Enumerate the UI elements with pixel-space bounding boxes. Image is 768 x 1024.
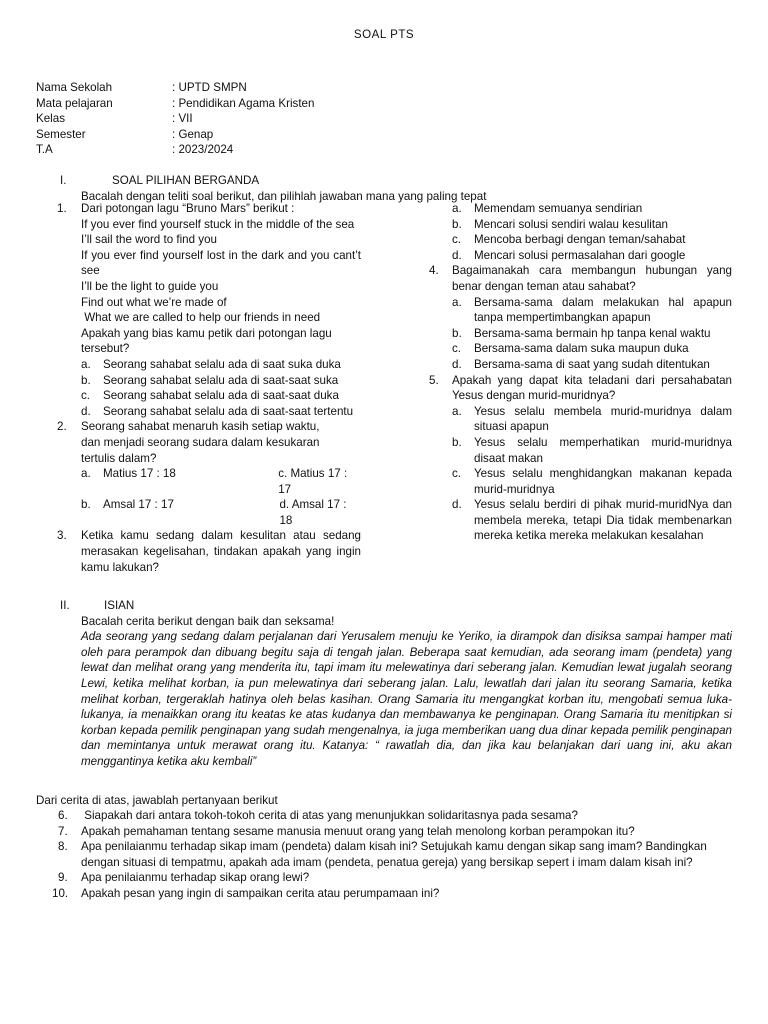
info-row (36, 96, 314, 112)
option[interactable] (452, 201, 732, 217)
info-row (36, 142, 314, 158)
option-text: Seorang sahabat selalu ada di saat-saat suka (103, 373, 339, 387)
option-text: Amsal 17 : 17 (103, 498, 174, 512)
info-label: Semester (36, 127, 86, 141)
option-text: Yesus selalu menghidangkan makanan kepada murid-muridnya (474, 467, 732, 496)
question-4 (429, 263, 732, 294)
option-text: Yesus selalu memperhatikan murid-muridnya disaat makan (474, 435, 732, 465)
option[interactable] (452, 326, 732, 342)
question-number: 4. (429, 264, 439, 278)
option[interactable] (81, 466, 278, 497)
info-label: Mata pelajaran (36, 96, 113, 110)
question-number: 10. (52, 886, 69, 900)
option-letter: d. (452, 357, 462, 371)
option-text: Bersama-sama dalam melakukan hal apapun tanpa mempertimbangkan apapun (474, 295, 732, 325)
info-value: : UPTD SMPN (172, 81, 247, 94)
option[interactable] (452, 341, 732, 357)
q1-line: Find out what we’re made of (81, 295, 227, 309)
q1-line: I’ll be the light to guide you (81, 279, 219, 293)
section-1-header (36, 173, 732, 204)
option-letter: d. (81, 404, 91, 418)
option[interactable] (81, 357, 361, 373)
identity-block (36, 80, 314, 158)
option[interactable] (452, 248, 732, 264)
option[interactable] (279, 497, 361, 528)
option-text: Seorang sahabat selalu ada di saat-saat duka (103, 389, 339, 403)
option-text: Mencari solusi sendiri walau kesulitan (474, 217, 668, 231)
option-text: Bersama-sama bermain hp tanpa kenal waktu (474, 326, 711, 340)
left-column (35, 201, 361, 575)
option[interactable] (278, 466, 361, 497)
question-number: 3. (57, 529, 67, 543)
option-text: Seorang sahabat selalu ada di saat-saat tertentu (103, 404, 354, 418)
option-letter: a. (452, 295, 462, 309)
option-letter: d. (279, 498, 290, 512)
section-2-heading: ISIAN (104, 599, 135, 612)
info-label: T.A (36, 143, 53, 157)
question-text: Bagaimanakah cara membangun hubungan yang benar dengan teman atau sahabat? (452, 264, 732, 293)
section-2-header (36, 598, 732, 614)
info-row (36, 111, 314, 127)
question-text: Apakah pesan yang ingin di sampaikan cerita atau perumpamaan ini? (81, 886, 440, 900)
question-number: 6. (58, 809, 68, 822)
option-letter: a. (452, 404, 462, 418)
option-text: Bersama-sama dalam suka maupun duka (474, 342, 689, 356)
q1-line: I’ll sail the word to find you (81, 233, 217, 247)
option-text: Memendam semuanya sendirian (474, 202, 643, 215)
option-text: Seorang sahabat selalu ada di saat suka duka (103, 357, 341, 371)
essay-question (36, 886, 732, 902)
section-1-heading: SOAL PILIHAN BERGANDA (112, 174, 260, 187)
option-letter: a. (81, 467, 91, 481)
option-letter: b. (452, 217, 462, 231)
option-letter: c. (452, 467, 462, 481)
story-text: Ada seorang yang sedang dalam perjalanan dari Yerusalem menuju ke Yeriko, ia dirampok dan disiksa sampai hamper mati oleh para perampok dan dibuang begitu saja di tengah jalan. Beberapa saat kemudian, ada seorang imam (pendeta) yang lewat dan melihat orang yang menderita itu, tapi imam itu melewatinya dari seberang jalan. Kemudian lewat jugalah seorang Lewi, ketika melihat korban, ia pun melewatinya dari seberang jalan. Lalu, lewatlah dari jalan itu seorang Samaria, ketika melihat korban, tergeraklah hatinya oleh belas kasihan. Orang Samaria itu mengangkat korban itu, mengobati semua luka-lukanya, ia menaikkan orang itu keatas ke atas kudanya dan membawanya ke penginapan. Orang Samaria itu menitipkan si korban kepada pemilik penginapan yang sudah mengenalnya, ia juga memberikan uang dua dinar kepada pemilik penginapan dan memintanya untuk merawat orang itu. Katanya: “ rawatlah dia, dan jika kau belanjakan dari uang ini, aku akan menggantinya ketika aku kembali” (81, 630, 732, 768)
question-number: 9. (58, 871, 68, 885)
option-row (81, 466, 361, 497)
option-text: Bersama-sama di saat yang sudah ditentukan (474, 357, 710, 371)
option-letter: c. (452, 233, 462, 247)
question-1 (35, 201, 361, 419)
question-text: Apa penilaianmu terhadap sikap orang lewi? (81, 871, 310, 885)
option-letter: c. (278, 467, 288, 481)
essay-question (36, 839, 732, 870)
info-label: Nama Sekolah (36, 81, 113, 94)
question-text: Apa penilaianmu terhadap sikap imam (pendeta) dalam kisah ini? Setujukah kamu dengan sikap sang imam? Bandingkan dengan situasi di tempatmu, apakah ada imam (pendeta, penatua gereja) yang bersikap sepert i imam dalam kisah ini? (81, 840, 707, 869)
info-value: : 2023/2024 (172, 143, 234, 157)
info-row (36, 80, 314, 96)
question-text: Seorang sahabat menaruh kasih setiap waktu, dan menjadi seorang sudara dalam kesukaran tertulis dalam? (81, 420, 320, 465)
option-letter: b. (452, 435, 462, 449)
option-letter: c. (452, 342, 462, 356)
option-row (81, 497, 361, 528)
option-text: Mencoba berbagi dengan teman/sahabat (474, 233, 686, 247)
option[interactable] (81, 373, 361, 389)
question-2 (35, 419, 361, 528)
info-value: : Genap (172, 127, 214, 141)
question-5 (429, 373, 732, 404)
option-text: Amsal 17 : 18 (279, 498, 347, 527)
question-number: 2. (57, 420, 67, 434)
section-1-number: I. (60, 174, 67, 187)
q1-line: If you ever find yourself stuck in the middle of the sea (81, 217, 355, 231)
option-letter: c. (81, 389, 91, 403)
info-row (36, 127, 314, 143)
q1-line: If you ever find yourself lost in the dark and you cant’t see (81, 248, 361, 278)
option[interactable] (452, 357, 732, 373)
right-column (429, 201, 732, 544)
info-label: Kelas (36, 112, 66, 126)
option-text: Mencari solusi permasalahan dari google (474, 248, 686, 262)
question-text: Apakah yang dapat kita teladani dari persahabatan Yesus dengan murid-muridnya? (452, 373, 732, 403)
question-number: 8. (58, 840, 68, 854)
question-text: Siapakah dari antara tokoh-tokoh cerita di atas yang menunjukkan solidaritasnya pada sesama? (81, 809, 578, 822)
option[interactable] (81, 404, 361, 420)
option[interactable] (452, 497, 732, 544)
section-2-instruction: Bacalah cerita berikut dengan baik dan seksama! (81, 614, 335, 628)
page-title: SOAL PTS (353, 28, 415, 41)
option[interactable] (452, 232, 732, 248)
essay-question (36, 824, 732, 840)
option[interactable] (452, 295, 732, 326)
section-2 (36, 598, 732, 770)
option-letter: b. (81, 498, 91, 512)
question-3 (35, 528, 361, 575)
essay-questions (36, 808, 732, 902)
section-1-instruction: Bacalah dengan teliti soal berikut, dan pilihlah jawaban mana yang paling tepat (81, 189, 487, 203)
option-text: Yesus selalu berdiri di pihak murid-muridNya dan membela mereka, tetapi Dia tidak membenarkan mereka ketika mereka melakukan kesalahan (474, 498, 732, 543)
essay-question (36, 808, 732, 824)
essay-question (36, 870, 732, 886)
info-value: : Pendidikan Agama Kristen (172, 96, 315, 110)
option-text: Yesus selalu membela murid-muridnya dalam situasi apapun (474, 404, 732, 434)
essay-prompt: Dari cerita di atas, jawablah pertanyaan berikut (36, 794, 278, 807)
q1-line: Apakah yang bias kamu petik dari potongan lagu tersebut? (81, 326, 332, 356)
option[interactable] (452, 404, 732, 435)
option[interactable] (452, 466, 732, 497)
option-text: Matius 17 : 18 (103, 467, 176, 481)
section-2-number: II. (60, 599, 70, 612)
q1-line: Dari potongan lagu “Bruno Mars” berikut : (81, 202, 295, 215)
info-value: : VII (172, 112, 193, 126)
question-text: Apakah pemahaman tentang sesame manusia menuut orang yang telah menolong korban perampokan itu? (81, 824, 635, 838)
option-letter: d. (452, 498, 462, 512)
option-letter: a. (452, 202, 462, 215)
option[interactable] (452, 435, 732, 466)
option-letter: b. (452, 326, 462, 340)
question-text: Ketika kamu sedang dalam kesulitan atau sedang merasakan kegelisahan, tindakan apakah yang ingin kamu lakukan? (81, 529, 361, 574)
question-number: 7. (58, 824, 68, 838)
question-number: 5. (429, 373, 439, 387)
option[interactable] (81, 388, 361, 404)
option-letter: b. (81, 373, 91, 387)
q1-line: What we are called to help our friends in need (81, 311, 321, 325)
option[interactable] (81, 497, 279, 528)
option-letter: a. (81, 357, 91, 371)
option[interactable] (452, 217, 732, 233)
question-number: 1. (57, 202, 67, 215)
option-letter: d. (452, 248, 462, 262)
option-text: Matius 17 : 17 (278, 467, 348, 496)
